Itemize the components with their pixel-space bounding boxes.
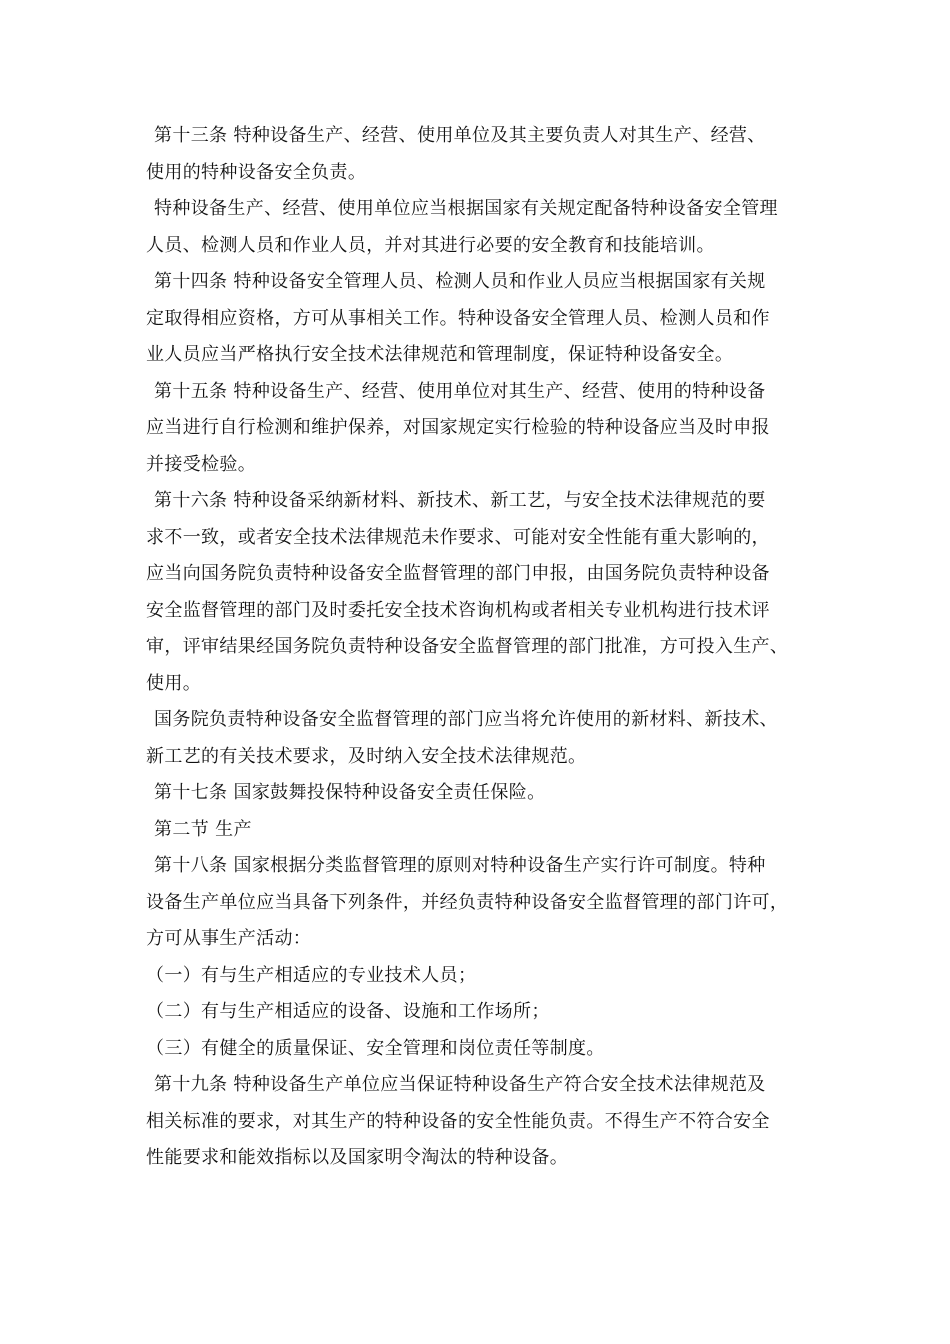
article-13-line-2: 使用的特种设备安全负责。 [146, 161, 367, 183]
article-15-line-3: 并接受检验。 [146, 453, 257, 475]
article-16-line-1: 第十六条 特种设备采纳新材料、新技术、新工艺，与安全技术法律规范的要 [154, 490, 766, 511]
article-18-item-3: （三）有健全的质量保证、安全管理和岗位责任等制度。 [146, 1037, 605, 1059]
article-17-line-1: 第十七条 国家鼓舞投保特种设备安全责任保险。 [154, 782, 546, 803]
section-heading: 第二节 生产 [154, 818, 252, 840]
article-16-line-3: 应当向国务院负责特种设备安全监督管理的部门申报，由国务院负责特种设备 [146, 563, 770, 584]
article-16-line-4: 安全监督管理的部门及时委托安全技术咨询机构或者相关专业机构进行技术评 [146, 599, 770, 621]
article-13-para2-line-2: 人员、检测人员和作业人员，并对其进行必要的安全教育和技能培训。 [146, 234, 715, 256]
article-18-line-3: 方可从事生产活动： [146, 928, 312, 949]
article-18-item-1: （一）有与生产相适应的专业技术人员； [146, 964, 477, 986]
article-14-line-1: 第十四条 特种设备安全管理人员、检测人员和作业人员应当根据国家有关规 [154, 271, 766, 292]
article-16-para2-line-2: 新工艺的有关技术要求，及时纳入安全技术法律规范。 [146, 745, 587, 767]
article-18-line-1: 第十八条 国家根据分类监督管理的原则对特种设备生产实行许可制度。特种 [154, 855, 766, 876]
article-19-line-3: 性能要求和能效指标以及国家明令淘汰的特种设备。 [146, 1147, 569, 1168]
article-15-line-1: 第十五条 特种设备生产、经营、使用单位对其生产、经营、使用的特种设备 [154, 380, 766, 402]
document-body [146, 118, 810, 1177]
article-16-line-6: 使用。 [146, 672, 202, 694]
article-19-line-2: 相关标准的要求，对其生产的特种设备的安全性能负责。不得生产不符合安全 [146, 1110, 770, 1132]
article-16-line-5: 审，评审结果经国务院负责特种设备安全监督管理的部门批准，方可投入生产、 [146, 636, 789, 657]
article-19-line-1: 第十九条 特种设备生产单位应当保证特种设备生产符合安全技术法律规范及 [154, 1074, 766, 1095]
article-16-para2-line-1: 国务院负责特种设备安全监督管理的部门应当将允许使用的新材料、新技术、 [154, 709, 778, 730]
article-13-line-1: 第十三条 特种设备生产、经营、使用单位及其主要负责人对其生产、经营、 [154, 125, 766, 146]
article-18-item-2: （二）有与生产相适应的设备、设施和工作场所； [146, 1001, 550, 1022]
article-13-para2-line-1: 特种设备生产、经营、使用单位应当根据国家有关规定配备特种设备安全管理 [154, 198, 778, 219]
article-18-line-2: 设备生产单位应当具备下列条件，并经负责特种设备安全监督管理的部门许可， [146, 891, 789, 913]
article-16-line-2: 求不一致，或者安全技术法律规范未作要求、可能对安全性能有重大影响的， [146, 526, 770, 548]
article-14-line-3: 业人员应当严格执行安全技术法律规范和管理制度，保证特种设备安全。 [146, 344, 734, 365]
article-14-line-2: 定取得相应资格，方可从事相关工作。特种设备安全管理人员、检测人员和作 [146, 307, 770, 329]
article-15-line-2: 应当进行自行检测和维护保养，对国家规定实行检验的特种设备应当及时申报 [146, 417, 770, 438]
